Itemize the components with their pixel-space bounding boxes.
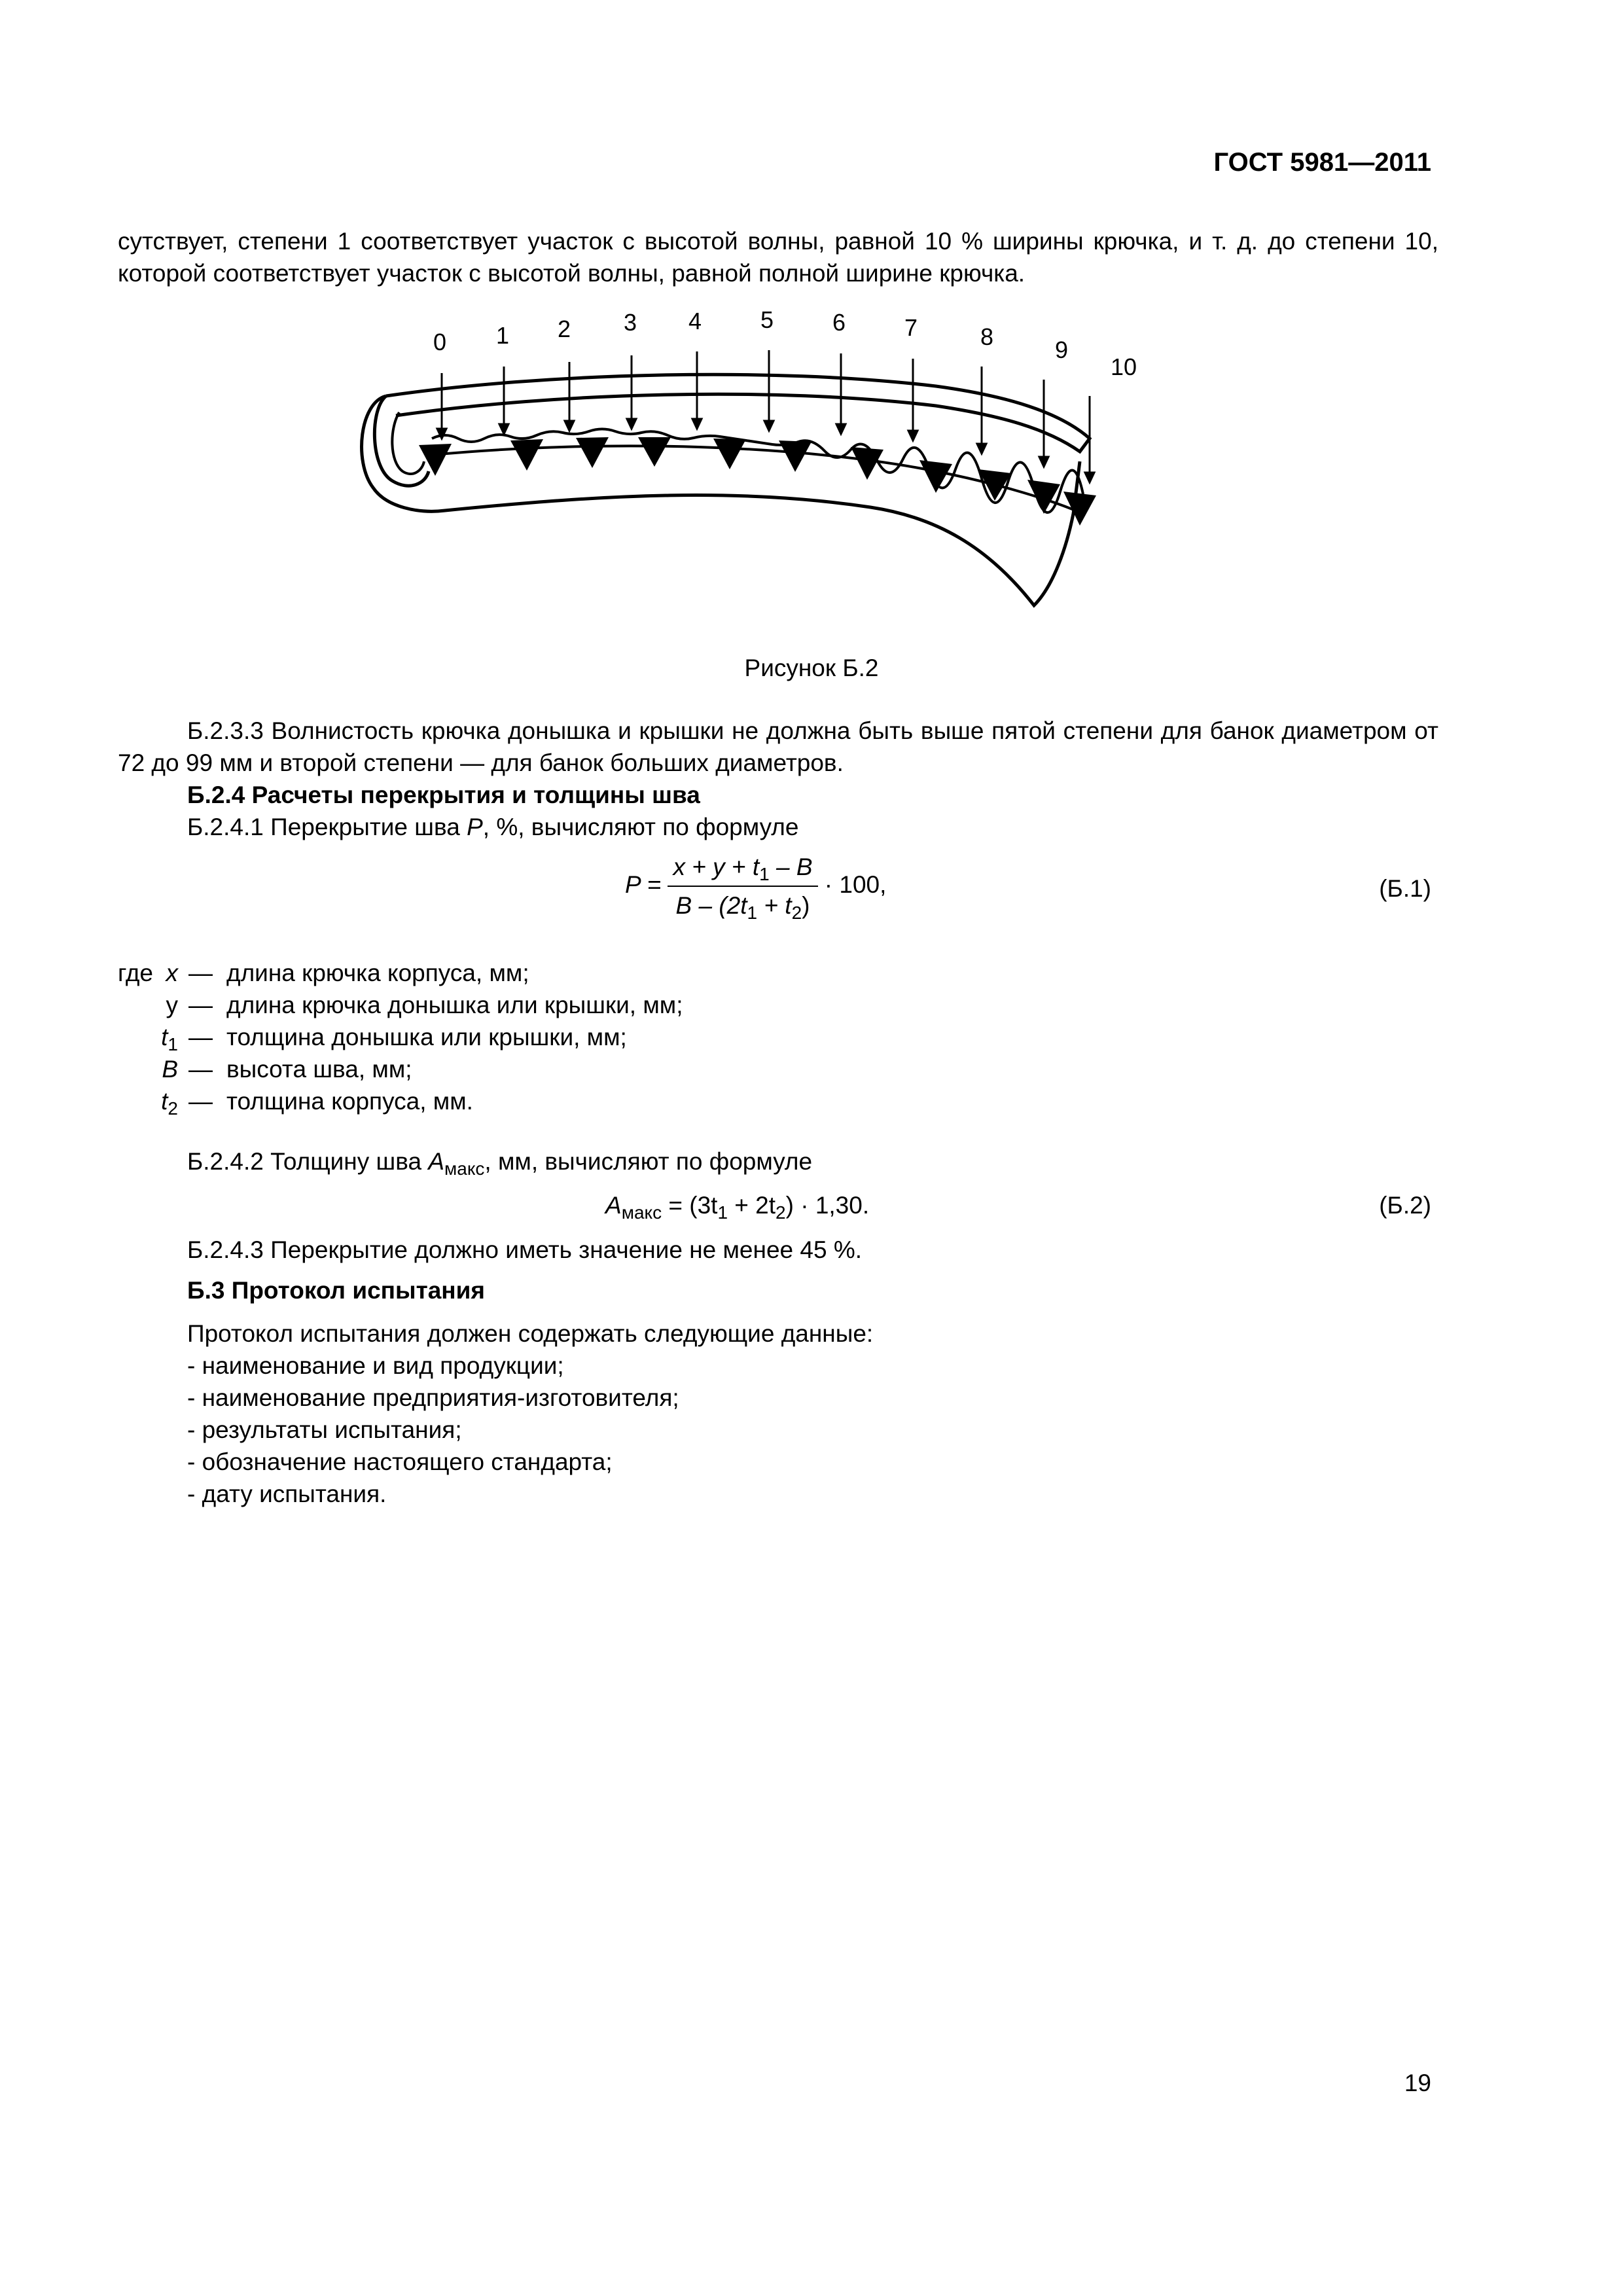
- figure-caption: Рисунок Б.2: [744, 655, 879, 681]
- hook-tooth: [510, 439, 543, 471]
- intro-paragraph: сутствует, степени 1 соответствует участок с высотой волны, равной 10 % ширины крючка, и т. д. до степени 10, которой соответствует участок с высотой волны, равной полной ширине крючка.: [118, 228, 1438, 287]
- hook-tooth: [576, 437, 609, 468]
- figure-label-4: 4: [688, 308, 702, 334]
- document-page: ГОСТ 5981—2011 сутствует, степени 1 соответствует участок с высотой волны, равной 10 % ширины крючка, и т. д. до степени 10, которой соответствует участок с высотой волны, равной полной ширине крючка. 0 1 2 3 4 5 6 7 8 9 10 Рисунок Б.2 Б.2.3.3 Волнистость крючка донышка и крышки не должна быть выше пятой степени для банок диаметром от 72 до 99 мм и второй степени — для банок больших диаметров. Б.2.4 Расчеты перекрытия и толщины шва Б.2.4.1 Перекрытие шва P, %, вычисляют по формуле P = $\frac{x + y + t_1 - B}{B - (2t_1 + t_2)}$ · 100, (Б.1) где x — длина крючка корпуса, мм; y — длина крючка донышка или крышки, мм; $t_1$ — толщина донышка или крышки, мм; B — высота шва, мм; $t_2$ — толщина корпуса, мм. Б.2.4.2 Толщину шва $A_{макс}$, мм, вычисляют по формуле $A_{макс} = (3t_1 + 2t_2) \cdot 1,30$. (Б.2) Б.2.4.3 Перекрытие должно иметь значение не менее 45 %. Б.3 Протокол испытания Протокол испытания должен содержать следующие данные: - наименование и вид продукции; - наименование предприятия-изготовителя; - результаты испытания; - обозначение настоящего стандарта; - дату испытания. 19: [0, 0, 1623, 2296]
- figure-label-5: 5: [760, 306, 774, 333]
- figure-label-9: 9: [1055, 336, 1069, 363]
- formula-b1: [625, 851, 886, 922]
- figure-label-3: 3: [624, 309, 637, 336]
- figure-label-7: 7: [904, 314, 918, 341]
- tube-curl: [374, 396, 429, 486]
- protocol-intro: Протокол испытания должен содержать следующие данные:: [187, 1320, 874, 1347]
- hook-tooth: [419, 444, 452, 476]
- legend-where: где: [118, 960, 154, 986]
- figure-label-2: 2: [558, 315, 571, 342]
- protocol-list: [187, 1350, 679, 1510]
- list-item: - дату испытания.: [187, 1480, 387, 1507]
- page-number: 19: [1404, 2070, 1431, 2096]
- document-header: ГОСТ 5981—2011: [1213, 148, 1431, 177]
- section-heading-b24: Б.2.4 Расчеты перекрытия и толщины шва: [187, 781, 700, 808]
- list-item: - наименование и вид продукции;: [187, 1352, 564, 1379]
- list-item: - наименование предприятия-изготовителя;: [187, 1384, 679, 1411]
- paragraph-b243: Б.2.4.3 Перекрытие должно иметь значение не менее 45 %.: [187, 1236, 862, 1263]
- paragraph-b241: Б.2.4.1 Перекрытие шва P, %, вычисляют по формуле: [187, 814, 799, 840]
- tube-curl-inner: [392, 412, 424, 474]
- paragraph-b233: Б.2.3.3 Волнистость крючка донышка и крышки не должна быть выше пятой степени для банок диаметром от 72 до 99 мм и второй степени — для банок больших диаметров.: [118, 717, 1438, 776]
- hook-tooth: [919, 460, 952, 493]
- formula-b2-number: (Б.2): [1379, 1192, 1431, 1219]
- formula-b1-fraction: $\frac{x + y + t_1 - B}{B - (2t_1 + t_2)}$: [668, 851, 817, 922]
- figure-label-1: 1: [496, 322, 510, 349]
- list-item: - обозначение настоящего стандарта;: [187, 1448, 613, 1475]
- formula-b1-lhs: P =: [625, 870, 662, 898]
- hook-tooth: [713, 439, 746, 469]
- section-heading-b3: Б.3 Протокол испытания: [187, 1277, 485, 1304]
- formula-b1-number: (Б.1): [1379, 875, 1431, 902]
- hook-tooth: [779, 440, 812, 472]
- figure-label-10: 10: [1111, 353, 1137, 380]
- formula-b2: $A_{макс} = (3t_1 + 2t_2) \cdot 1,30$.: [605, 1192, 870, 1223]
- figure-label-6: 6: [832, 309, 846, 336]
- hook-tooth: [638, 437, 671, 467]
- figure-label-8: 8: [980, 323, 994, 350]
- seam-hook-waviness-figure: [347, 298, 1198, 625]
- figure-label-0: 0: [433, 329, 447, 355]
- formula-b1-tail: · 100,: [824, 870, 887, 898]
- paragraph-b242: Б.2.4.2 Толщину шва $A_{макс}$, мм, вычисляют по формуле: [187, 1148, 813, 1179]
- tube-outer-outline: [362, 396, 1080, 605]
- list-item: - результаты испытания;: [187, 1416, 462, 1443]
- hook-tooth: [1027, 480, 1060, 514]
